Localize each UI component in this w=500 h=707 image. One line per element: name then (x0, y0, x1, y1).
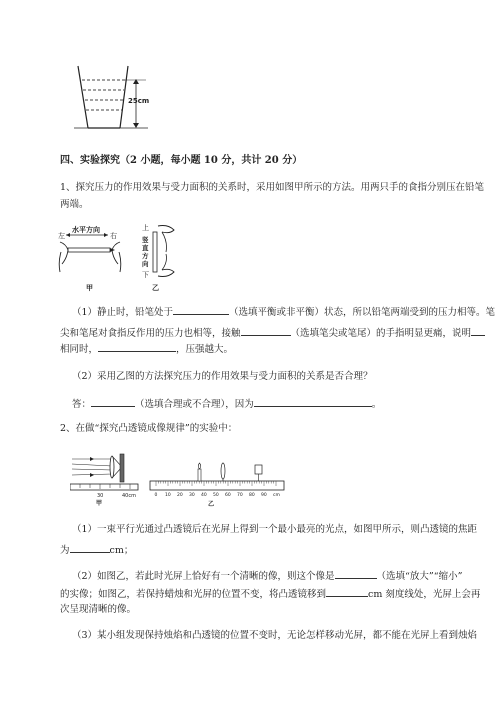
container-figure (74, 62, 154, 132)
q2-part1-text-c: cm； (109, 545, 134, 556)
bench-tick-label: 70 (237, 493, 243, 498)
q1-part1-text-f: ，压强越大。 (176, 344, 234, 355)
label-left: 左 (58, 232, 65, 240)
q2-part2-text-b: （选填“放大”“缩小” (376, 571, 463, 582)
focal-length-figure (70, 450, 140, 506)
q2-intro: 2、在做“探究凸透镜成像规律”的实验中： (60, 423, 238, 434)
fig-yi-caption: 乙 (208, 501, 215, 507)
q1-intro-line2: 两端。 (60, 199, 89, 210)
label-horizontal: 水平方向 (72, 226, 100, 234)
section-4-heading: 四、实验探究（2 小题，每小题 10 分，共计 20 分） (60, 155, 303, 166)
q2-part2-text-c: 的实像；如图乙，若保持蜡烛和光屏的位置不变，将凸透镜移到 (60, 589, 327, 600)
bench-tick-label: cm (273, 493, 280, 498)
label-right: 右 (110, 232, 117, 240)
bench-tick-label: 40 (201, 493, 207, 498)
caption-jia: 甲 (86, 284, 93, 292)
q1-answer-text-a: 答： (72, 399, 92, 410)
caption-yi: 乙 (152, 284, 159, 292)
label-vertical-1: 竖 (142, 236, 149, 244)
q2-part1-text-b: 为 (60, 545, 70, 556)
q1-answer-text-c: 。 (371, 399, 382, 410)
q1-blank-reason[interactable] (254, 396, 372, 407)
q2-part1-line1: （1）一束平行光通过凸透镜后在光屏上得到一个最小最亮的光点，如图甲所示，则凸透镜的焦距 (72, 524, 478, 535)
label-vertical-4: 向 (142, 260, 149, 268)
q1-part2-answer (72, 396, 381, 412)
q1-blank-tip-or-tail[interactable] (241, 325, 291, 336)
fig-jia-tick-30: 30 (97, 493, 104, 499)
q2-blank-lens-position[interactable] (326, 586, 368, 597)
q1-part1-text-d: （选填笔尖或笔尾）的手指明显更痛，说明 (290, 328, 472, 339)
bench-tick-label: 60 (225, 493, 231, 498)
bench-tick-label: 30 (189, 493, 195, 498)
label-vertical-3: 方 (142, 252, 149, 260)
q1-part1-text-a: （1）静止时，铅笔处于 (72, 307, 174, 318)
q1-part1-line2 (60, 325, 485, 341)
label-top: 上 (142, 224, 149, 232)
q2-blank-image-type[interactable] (335, 568, 377, 579)
q2-blank-focal-length[interactable] (70, 542, 110, 553)
q1-intro-line1: 1、探究压力的作用效果与受力面积的关系时，采用如图甲所示的方法。用两只手的食指分别压在铅笔 (60, 182, 485, 193)
q1-blank-equilibrium[interactable] (173, 304, 229, 315)
label-vertical-2: 直 (142, 244, 149, 252)
q1-part1-line3 (60, 341, 233, 357)
fig-jia-tick-40: 40cm (122, 493, 136, 499)
q1-part1-text-e: 相同时， (60, 344, 99, 355)
bench-tick-label: 80 (249, 493, 255, 498)
q1-part1-line1 (72, 304, 495, 320)
bench-tick-label: 50 (213, 493, 219, 498)
container-depth-label: 25cm (128, 97, 150, 105)
bench-tick-label: 0 (154, 493, 158, 498)
bench-tick-label: 10 (165, 493, 171, 498)
q2-part3-line1: （3）某小组发现保持烛焰和凸透镜的位置不变时，无论怎样移动光屏，都不能在光屏上看到烛焰 (72, 630, 478, 641)
q1-part1-text-c: 尖和笔尾对食指反作用的压力也相等，接触 (60, 328, 241, 339)
q1-blank-conclusion[interactable] (98, 341, 176, 352)
optical-bench-figure (146, 455, 288, 507)
q1-part1-text-b: （选填平衡或非平衡）状态，所以铅笔两端受到的压力相等。笔 (229, 307, 496, 318)
q2-part2-line2 (60, 586, 480, 602)
q2-part1-line2 (60, 542, 133, 558)
bench-tick-label: 20 (177, 493, 183, 498)
q1-part2-question: （2）采用乙图的方法探究压力的作用效果与受力面积的关系是否合理？ (72, 371, 373, 382)
label-bottom: 下 (142, 271, 149, 279)
q2-part2-line1 (72, 568, 462, 584)
fig-jia-caption: 甲 (96, 500, 103, 506)
q1-answer-text-b: （选填合理或不合理），因为 (135, 399, 254, 410)
pencil-press-figure (58, 222, 178, 294)
q2-part2-text-a: （2）如图乙，若此时光屏上恰好有一个清晰的像，则这个像是 (72, 571, 335, 582)
q2-part2-line3: 次呈现清晰的像。 (60, 604, 137, 615)
q2-part2-text-d: cm 刻度线处，光屏上会再 (368, 589, 481, 600)
bench-tick-label: 90 (261, 493, 267, 498)
q1-blank-condition[interactable] (471, 325, 485, 336)
q1-blank-reasonable[interactable] (91, 396, 135, 407)
